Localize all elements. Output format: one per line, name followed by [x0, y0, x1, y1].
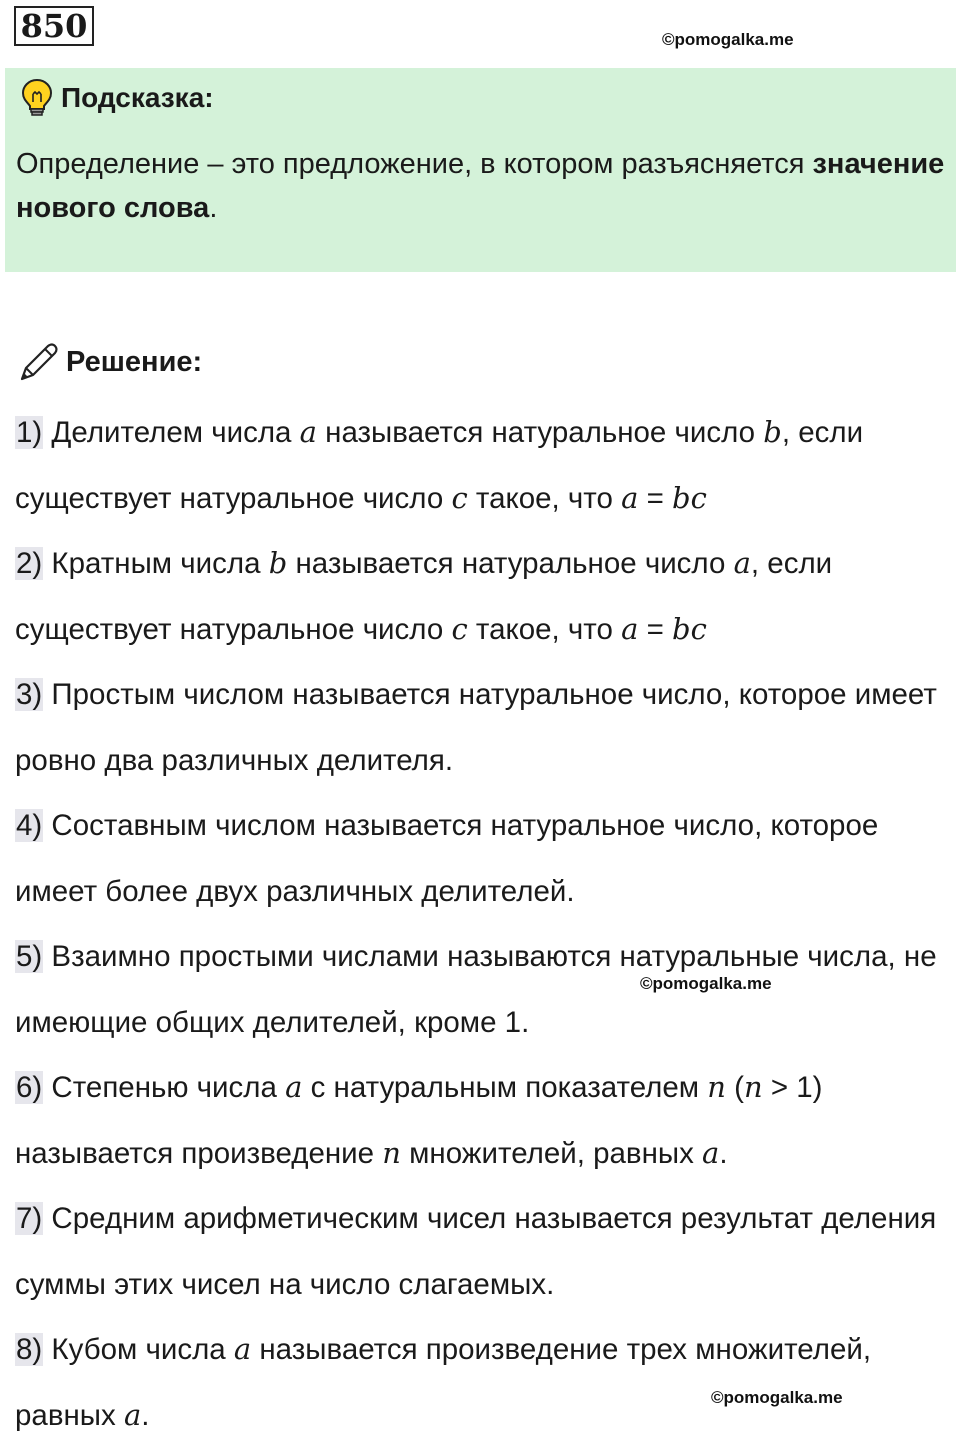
watermark-top: ©pomogalka.me [662, 30, 794, 49]
definition-3: 3) Простым числом называется натуральное число, которое имеет ровно два различных делителя. [15, 678, 937, 777]
definition-8: 8) Кубом числа a называется произведение трех множителей, равных a. [15, 1332, 872, 1432]
hint-text: Определение – это предложение, в котором разъясняется значение нового слова. [16, 148, 945, 224]
task-number: 850 [14, 6, 94, 46]
definition-4: 4) Составным числом называется натуральное число, которое имеет более двух различных делителей. [15, 809, 879, 908]
lightbulb-icon [21, 78, 53, 118]
watermark-bottom: ©pomogalka.me [711, 1388, 843, 1407]
pencil-icon [18, 341, 60, 383]
definition-7: 7) Средним арифметическим чисел называется результат деления суммы этих чисел на число слагаемых. [15, 1202, 937, 1301]
hint-box [5, 68, 956, 272]
definition-5: 5) Взаимно простыми числами называются натуральные числа, не имеющие общих делителей, кроме 1. [15, 940, 937, 1039]
definition-2: 2) Кратным числа b называется натуральное число a, если существует натуральное число c такое, что a = bc [15, 546, 833, 646]
hint-header [21, 78, 214, 118]
definition-6: 6) Степенью числа a с натуральным показателем n (n > 1) называется произведение n множителей, равных a. [15, 1070, 823, 1170]
solution-header [18, 341, 202, 383]
watermark-middle: ©pomogalka.me [640, 974, 772, 993]
definition-1: 1) Делителем числа a называется натуральное число b, если существует натуральное число c такое, что a = bc [15, 415, 864, 515]
hint-title: Подсказка: [61, 82, 214, 113]
solution-title: Решение: [66, 345, 203, 378]
